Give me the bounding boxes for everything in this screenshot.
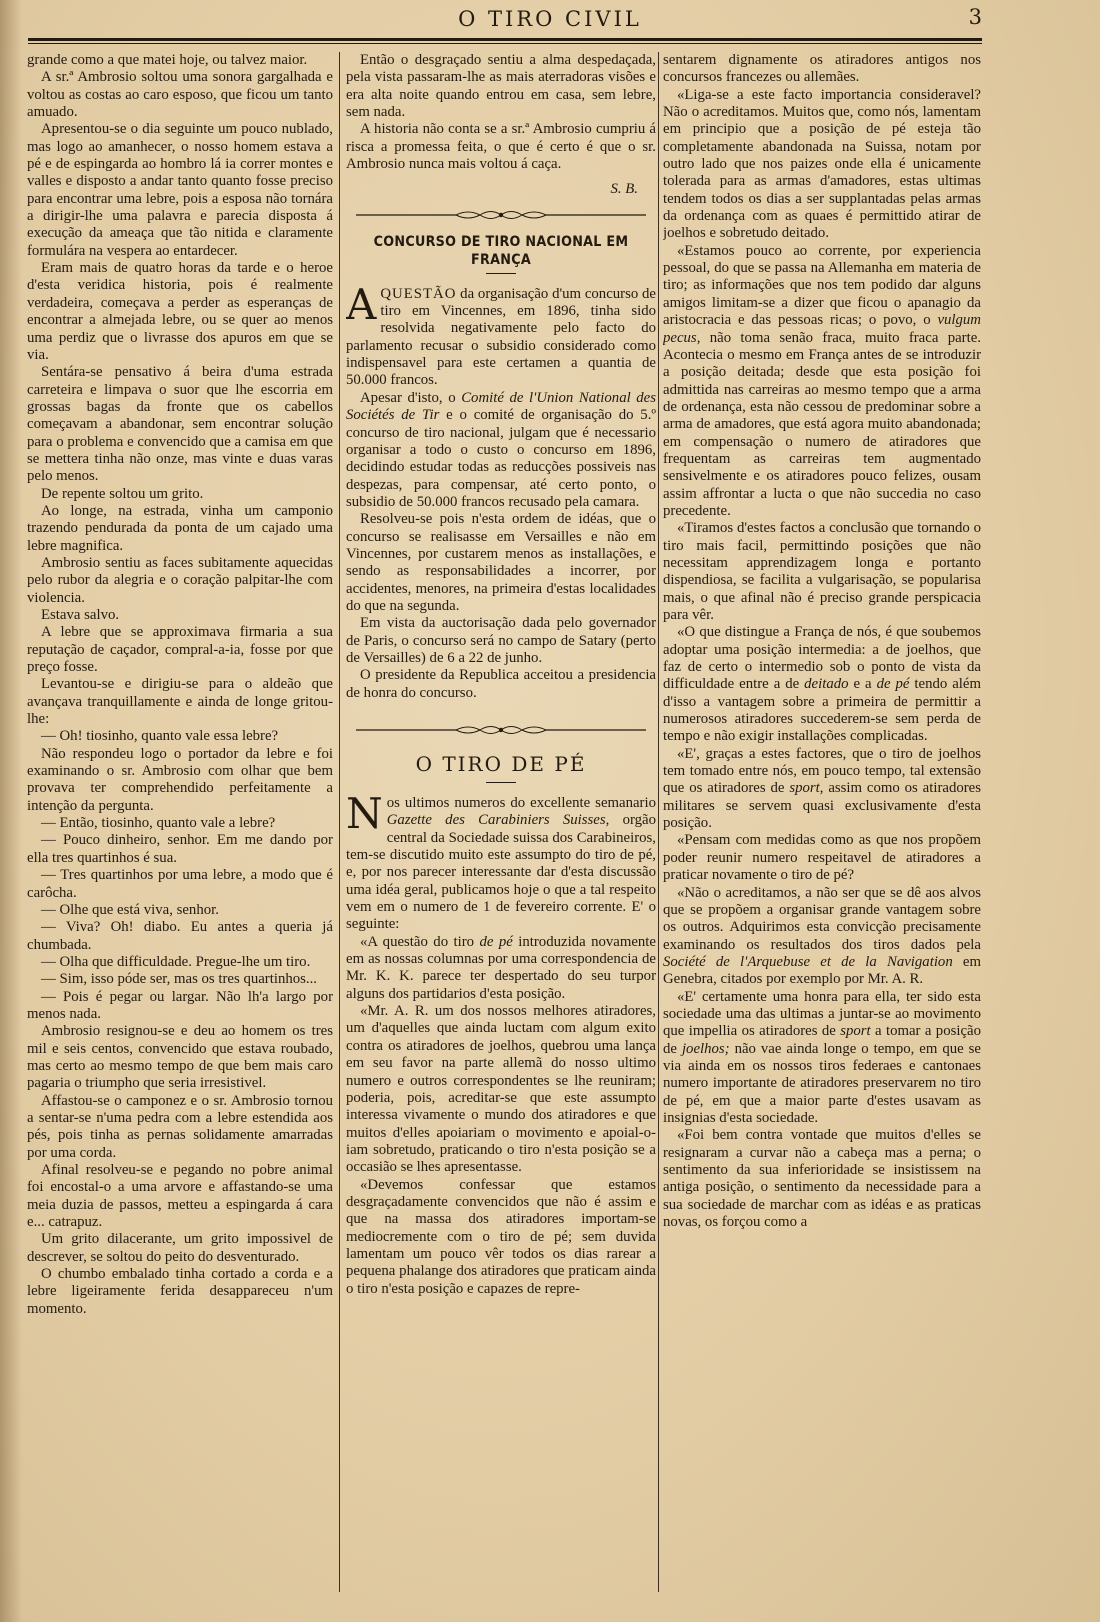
column-3 (663, 52, 981, 1612)
paragraph: Então o desgraçado sentiu a alma despedaçada, pela vista passaram-lhe as mais aterradoras visões e era alta noite quando entrou em casa, sem lebre, sem nada. (346, 52, 656, 121)
column-1 (27, 52, 333, 1612)
dialogue-line: — Pouco dinheiro, senhor. Em me dando por ella tres quartinhos é sua. (27, 832, 333, 866)
paragraph: Apresentou-se o dia seguinte um pouco nublado, mas logo ao amanhecer, o nosso homem estava a pé e de espingarda ao hombro lá ia correr montes e valles e disposto a andar tanto quanto fosse preciso para encontrar uma lebre, pois a esposa não tornára a dirigir-lhe uma palavra e parecia disposta á execução da ameaça que tão nitida e claramente formulára na vespera ao entardecer. (27, 121, 333, 259)
paragraph: Estava salvo. (41, 607, 120, 623)
page-number: 3 (968, 5, 982, 29)
paragraph: O presidente da Republica acceitou a presidencia de honra do concurso. (346, 667, 656, 701)
paragraph: Resolveu-se pois n'esta ordem de idéas, que o concurso se realisasse em Versailles e não em Vincennes, por custarem menos as installações, e sendo as responsabilidades a incorrer, por accidentes, menores, na primeira d'estas localidades do que na segunda. (346, 511, 656, 614)
section-heading-concurso: CONCURSO DE TIRO NACIONAL EM FRANÇA (373, 233, 629, 268)
paragraph: Afinal resolveu-se e pegando no pobre animal foi encostal-o a uma arvore e affastando-se uma meia duzia de passos, metteu a espingarda á cara e... catrapuz. (27, 1162, 333, 1231)
dialogue-line: — Viva? Oh! diabo. Eu antes a queria já chumbada. (27, 919, 333, 953)
lead-small-caps: QUESTÃO (380, 285, 457, 302)
paragraph: A sr.ª Ambrosio soltou uma sonora gargalhada e voltou as costas ao caro esposo, que ficou um tanto amuado. (27, 69, 333, 121)
dialogue-line: — Pois é pegar ou largar. Não lh'a largo por menos nada. (27, 988, 333, 1022)
paragraph: A historia não conta se a sr.ª Ambrosio cumpriu á risca a promessa feita, o que é certo é que o sr. Ambrosio nunca mais voltou á caça. (346, 121, 656, 173)
signature: S. B. (610, 181, 638, 198)
paragraph: «Não o acreditamos, a não ser que se dê aos alvos que se propõem a organisar grande vantagem sobre os outros. Adquirimos esta convicção precisamente examinando os resultados dos tiros dados pela Société de l'Arquebuse et de la Navigation em Genebra, citados por exemplo por Mr. A. R. (663, 884, 981, 988)
paragraph: Ao longe, na estrada, vinha um camponio trazendo pendurada da ponta de um cajado uma lebre magnifica. (27, 502, 333, 554)
heading-rule (486, 273, 516, 274)
paragraph-lead: Nos ultimos numeros do excellente semanario Gazette des Carabiniers Suisses, orgão central da Sociedade suissa dos Carabineiros, tem-se discutido muito este assumpto do tiro de pé, e, por nos parecer interessante dar d'esta discussão uma idéa geral, publicamos hoje o que a tal respeito vem em o numero de 1 de fevereiro corrente. E' o seguinte: (346, 789, 656, 933)
dialogue-line: — Então, tiosinho, quanto vale a lebre? (41, 815, 276, 832)
paragraph: Em vista da auctorisação dada pelo governador de Paris, o concurso será no campo de Satary (perto de Versailles) de 6 a 22 de junho. (346, 615, 656, 666)
paragraph-lead (346, 279, 656, 390)
paragraph: «Foi bem contra vontade que muitos d'elles se resignaram a curvar não a cabeça mas a perna; o sentimento da sua inferioridade se insistissem na antiga posição, o sentimento da necessidade para a sua sociedade de marchar com as idéas e as praticas novas, os forçou como a (663, 1127, 981, 1231)
paragraph: De repente soltou um grito. (41, 485, 204, 502)
header-rule (28, 38, 982, 44)
paragraph: Affastou-se o camponez e o sr. Ambrosio tornou a sentar-se n'uma pedra com a lebre estendida aos pés, pois tinha as pernas solidamente amarradas por uma corda. (27, 1092, 333, 1161)
heading-rule (486, 782, 516, 783)
paragraph: sentarem dignamente os atiradores antigos nos concursos francezes ou allemães. (663, 52, 981, 86)
ornament-divider-icon (346, 209, 656, 223)
paragraph: grande como a que matei hoje, ou talvez maior. (27, 52, 308, 68)
paragraph: Não respondeu logo o portador da lebre e foi examinando o sr. Ambrosio com olhar que bem provava ter comprehendido perfeitamente a intenção da pergunta. (27, 745, 333, 814)
column-rule-left (339, 52, 340, 1592)
paragraph: «A questão do tiro de pé introduzida novamente em as nossas columnas por uma correspondencia de Mr. K. K. parece ter despertado do seu turpor alguns dos partidarios d'esta posição. (346, 933, 656, 1002)
paragraph: «E' certamente uma honra para ella, ter sido esta sociedade uma das ultimas a juntar-se ao movimento que impellia os atiradores de sport a tomar a posição de joelhos; não vae ainda longe o tempo, em que se via ainda em os nossos tiros federaes e cantonaes numero importante de atiradores preservarem no tiro de pé, em que a maior parte d'estes usavam as insignias d'esta sociedade. (663, 988, 981, 1126)
column-rule-right (658, 52, 659, 1592)
section-heading-tiro-de-pe: O TIRO DE PÉ (415, 752, 587, 776)
paragraph: Eram mais de quatro horas da tarde e o heroe d'esta veridica historia, pois é realmente verdadeira, começava a perder as esperanças de encontrar a almejada lebre, ou se quer ao menos uma perdiz que o livrasse dos apuros em que se via. (27, 260, 333, 363)
lead-text: da organisação d'um concurso de tiro em Vincennes, em 1896, tinha sido resolvida negativamente pelo facto do parlamento recusar o subsidio considerado como indispensavel para este certamen a quantia de 50.000 francos. (346, 285, 656, 389)
dialogue-line: — Olhe que está viva, senhor. (41, 901, 219, 918)
paragraph: «Estamos pouco ao corrente, por experiencia pessoal, do que se passa na Allemanha em materia de tiro; as informações que nos tem podido dar alguns amigos limitam-se a dizer que ficou o apanagio da aristocracia e das pessoas ricas; o povo, o vulgum pecus, não toma senão fraca, muito fraca parte. Acontecia o mesmo em França antes de se introduzir a posição deitada; desde que esta posição foi admittida nas carreiras ao mesmo tempo que a arma de ordenança, esta não cessou de predominar sobre a arma de amadores, que está agora muito abandonada; em compensação o numero de atiradores que frequentam as carreiras tem augmentado sensivelmente e os atiradores pouco felizes, ousam assim affrontar a lucta o que não succedia no caso precedente. (663, 242, 981, 519)
paragraph: A lebre que se approximava firmaria a sua reputação de caçador, compral-a-ia, fosse por que preço fosse. (27, 624, 333, 676)
paragraph: O chumbo embalado tinha cortado a corda e a lebre ligeiramente ferida desappareceu n'um momento. (27, 1266, 333, 1317)
drop-cap: N (346, 789, 383, 838)
running-head-title: O TIRO CIVIL (458, 7, 642, 31)
paragraph: «Liga-se a este facto importancia consideravel? Não o acreditamos. Muitos que, como nós, lamentam em principio que a posição de pé esteja tão completamente abandonada na Suissa, notam por outro lado que nos paizes onde ella é unicamente tolerada para as armas d'amadores, estas ultimas tendem todos os dias a ser supplantadas pelas armas da ordenança com as quaes é permittido atirar de joelhos e sobretudo deitado. (663, 86, 981, 242)
ornament-divider-icon (346, 724, 656, 738)
paragraph: Sentára-se pensativo á beira d'uma estrada carreteira e limpava o suor que lhe escorria em grossas bagas da fronte que os cabellos começavam a abandonar, sem encontrar solução para o problema e convencido que a camisa em que se mettera tinha não onze, mas vinte e duas varas pelo menos. (27, 364, 333, 485)
paragraph: Ambrosio sentiu as faces subitamente aquecidas pelo rubor da alegria e o coração palpitar-lhe com violencia. (27, 554, 333, 606)
dialogue-line: — Oh! tiosinho, quanto vale essa lebre? (41, 728, 279, 745)
paragraph: Levantou-se e dirigiu-se para o aldeão que avançava tranquillamente e ainda de longe gritou-lhe: (27, 676, 333, 728)
paragraph: «Pensam com medidas como as que nos propõem poder reunir numero respeitavel de atiradores a praticar novamente o tiro de pé? (663, 832, 981, 884)
drop-cap: A (346, 279, 377, 329)
italic-title: Gazette des Carabiniers Suisses (386, 812, 606, 829)
binding-shadow (0, 0, 22, 1622)
paragraph: «E', graças a estes factores, que o tiro de joelhos tem tomado entre nós, em pouco tempo, tal extensão que os atiradores de sport, assim como os atiradores militares se servem quasi exclusivamente d'esta posição. (663, 745, 981, 832)
paragraph: «Tiramos d'estes factos a conclusão que tornando o tiro mais facil, permittindo posições que não necessitam apprendizagem longa e portanto dispendiosa, se facilita a vulgarisação, se popularisa mais, o que afinal não é preciso grande perspicacia para vêr. (663, 520, 981, 623)
paragraph: Apesar d'isto, o Comité de l'Union National des Sociétés de Tir e o comité de organisação do 5.º concurso de tiro nacional, julgam que é necessario organisar a todo o custo o concurso em 1896, decidindo estudar todas as reducções possiveis nas despezas, para compensar, até certo ponto, o subsidio de 50.000 francos recusado pela camara. (346, 389, 656, 510)
column-2 (346, 52, 656, 1612)
paragraph: «Devemos confessar que estamos desgraçadamente convencidos que não é assim e que na massa dos atiradores importam-se mediocremente com o tiro de pé; sem duvida lamentam um pouco vêr todos os dias rarear a pequena phalange dos atiradores que praticam ainda o tiro n'esta posição e capazes de repre- (346, 1176, 656, 1297)
paragraph: «O que distingue a França de nós, é que soubemos adoptar uma posição intermedia: a de joelhos, que faz de certo o intermedio sob o ponto de vista da difficuldade entre a de deitado e a de pé tendo além d'isso a vantagem sobre a primeira de permittir a numerosos atiradores succederem-se sem perda de tempo e não exigir installações complicadas. (663, 624, 981, 745)
italic-name: Comité de l'Union National des Sociétés de Tir (346, 389, 656, 424)
dialogue-line: — Tres quartinhos por uma lebre, a modo que é carôcha. (27, 867, 333, 901)
paragraph: «Mr. A. R. um dos nossos melhores atiradores, um d'aquelles que ainda luctam com algum exito contra os atiradores de joelhos, quebrou uma lança em seu favor na parte allemã do nosso ultimo numero e outros correspondentes se lhe reuniram; poderia, pois, acreditar-se que este assumpto interessa vivamente o mundo dos atiradores e que muitos d'elles apoiariam o movimento e apoial-o-iam sobretudo, praticando o tiro n'esta posição se a occasião se lhes apresentasse. (346, 1003, 656, 1176)
dialogue-line: — Olha que difficuldade. Pregue-lhe um tiro. (41, 953, 311, 970)
paragraph: Ambrosio resignou-se e deu ao homem os tres mil e seis centos, convencido que estava roubado, mas certo ao mesmo tempo de que bem mais caro pagaria o triumpho que seria irresistivel. (27, 1023, 333, 1092)
dialogue-line: — Sim, isso póde ser, mas os tres quartinhos... (41, 971, 318, 988)
paragraph: Um grito dilacerante, um grito impossivel de descrever, se soltou do peito do desventurado. (27, 1231, 333, 1265)
